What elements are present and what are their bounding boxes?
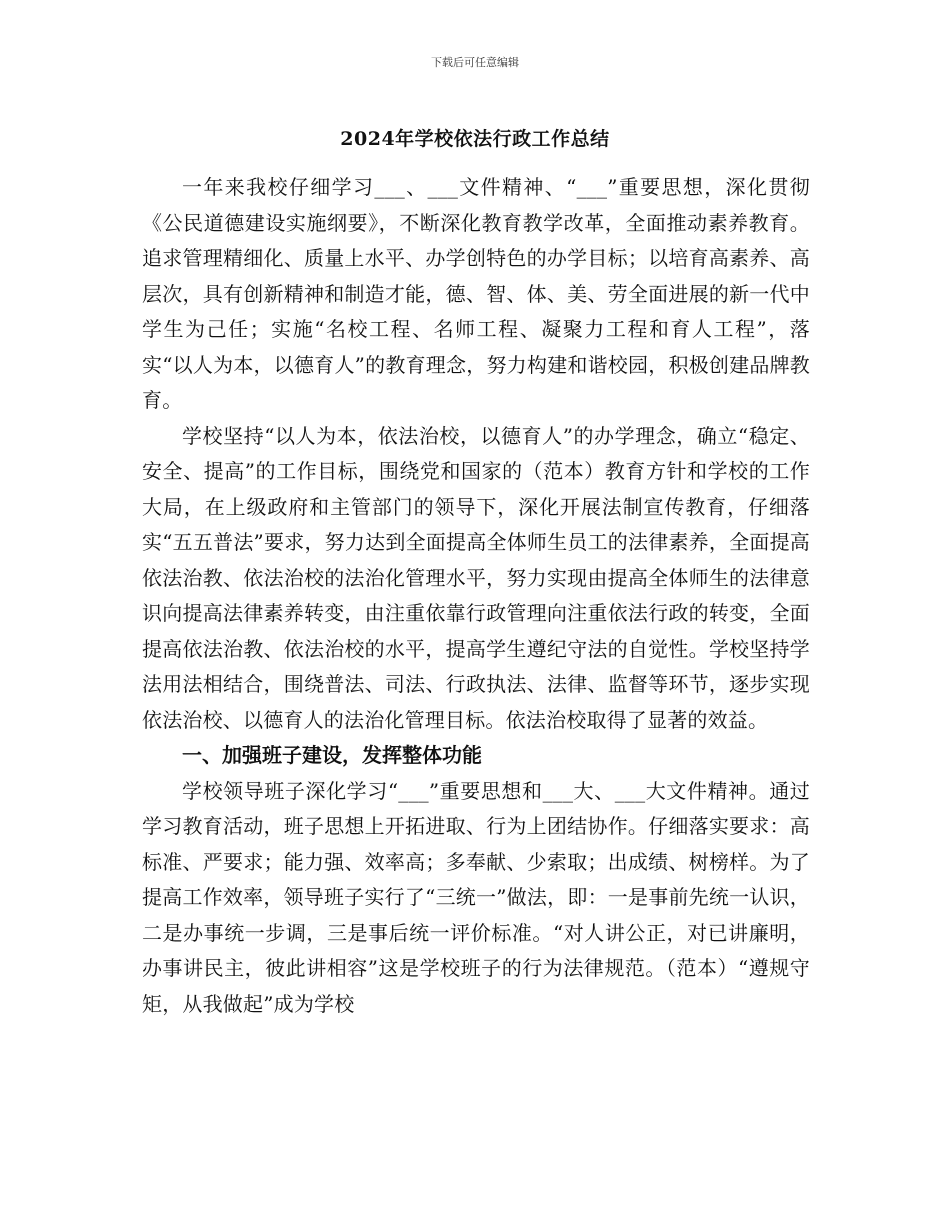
section-1-heading: 一、加强班子建设，发挥整体功能 — [182, 743, 482, 767]
document-body — [142, 170, 810, 1022]
section-1-paragraph: 学校领导班子深化学习“___”重要思想和___大、___大文件精神。通过学习教育活动，班子思想上开拓进取、行为上团结协作。仔细落实要求：高标准、严要求；能力强、效率高；多奉献、少索取；出成绩、树榜样。为了提高工作效率，领导班子实行了“三统一”做法，即：一是事前先统一认识，二是办事统一步调，三是事后统一评价标准。“对人讲公正，对已讲廉明，办事讲民主，彼此讲相容”这是学校班子的行为法律规范。（范本）“遵规守矩，从我做起”成为学校 — [142, 778, 810, 1016]
intro-paragraph-1: 一年来我校仔细学习___、___文件精神、“___”重要思想，深化贯彻《公民道德建设实施纲要》，不断深化教育教学改革，全面推动素养教育。追求管理精细化、质量上水平、办学创特色的办学目标；以培育高素养、高层次，具有创新精神和制造才能，德、智、体、美、劳全面进展的新一代中学生为己任；实施“名校工程、名师工程、凝聚力工程和育人工程”，落实“以人为本，以德育人”的教育理念，努力构建和谐校园，积极创建品牌教育。 — [142, 175, 810, 412]
document-title: 2024年学校依法行政工作总结 — [340, 128, 610, 150]
header-note: 下载后可任意编辑 — [431, 56, 519, 69]
intro-paragraph-2: 学校坚持“以人为本，依法治校，以德育人”的办学理念，确立“稳定、安全、提高”的工作目标，围绕党和国家的（范本）教育方针和学校的工作大局，在上级政府和主管部门的领导下，深化开展法制宣传教育，仔细落实“五五普法”要求，努力达到全面提高全体师生员工的法律素养，全面提高依法治教、依法治校的法治化管理水平，努力实现由提高全体师生的法律意识向提高法律素养转变，由注重依靠行政管理向注重依法行政的转变，全面提高依法治教、依法治校的水平，提高学生遵纪守法的自觉性。学校坚持学法用法相结合，围绕普法、司法、行政执法、法律、监督等环节，逐步实现依法治校、以德育人的法治化管理目标。依法治校取得了显著的效益。 — [142, 423, 810, 732]
